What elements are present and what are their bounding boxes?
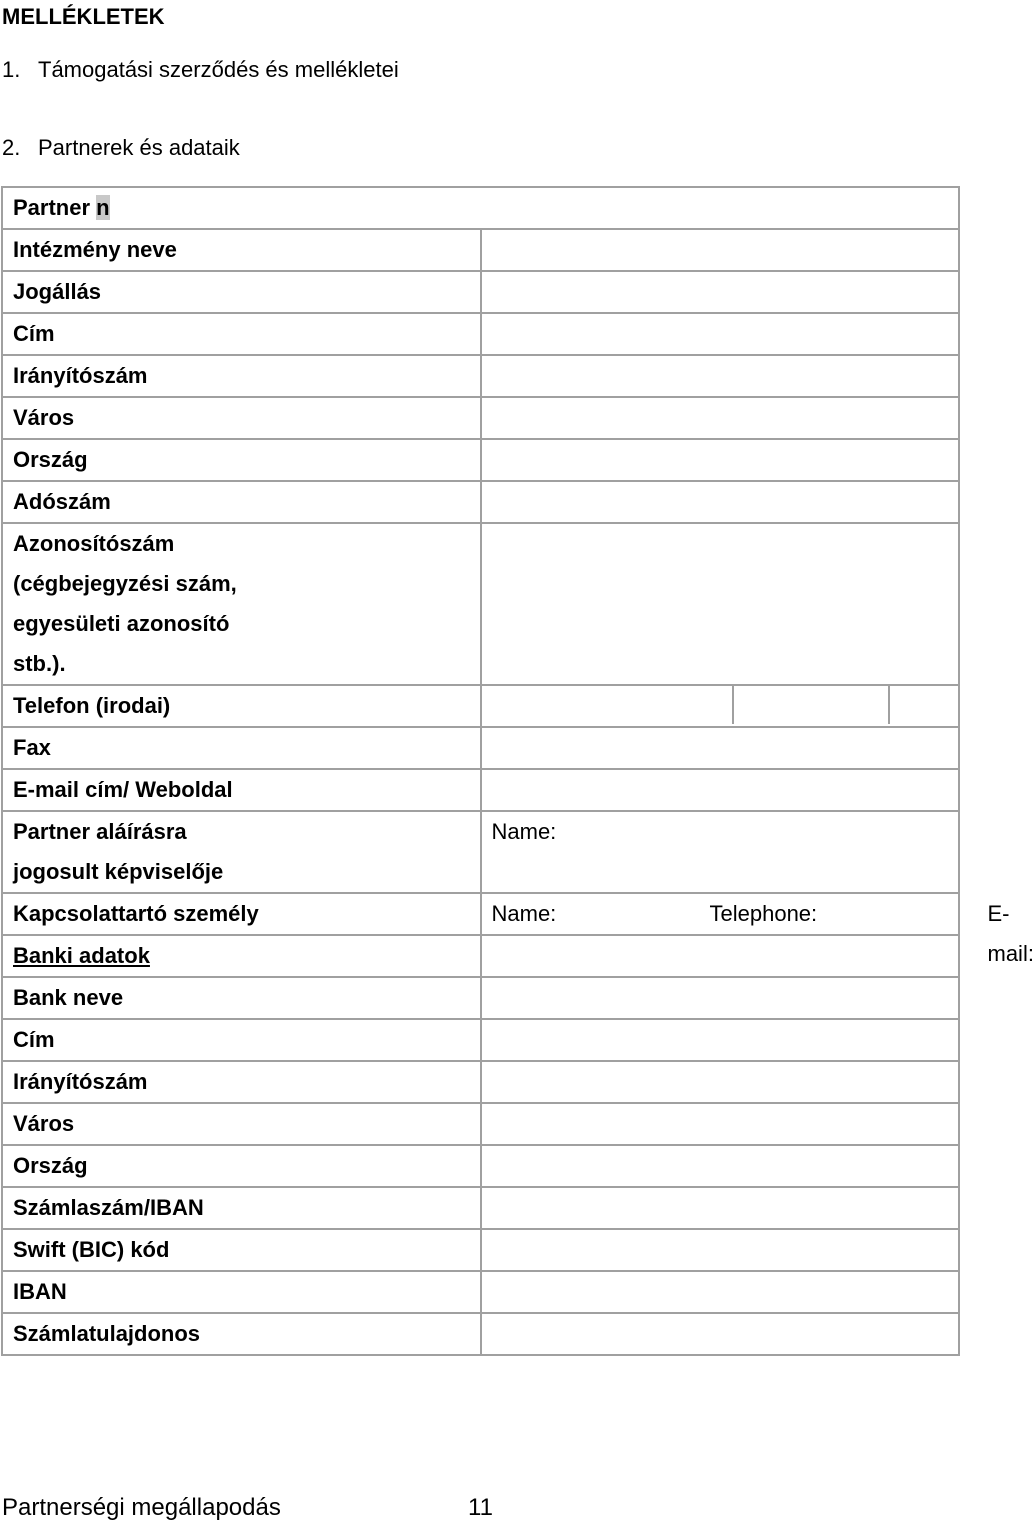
table-row bbox=[2, 397, 959, 439]
table-row bbox=[2, 935, 959, 977]
field-value-cell[interactable] bbox=[481, 977, 960, 1019]
field-value-cell[interactable] bbox=[481, 1019, 960, 1061]
list-item-2 bbox=[2, 135, 240, 161]
field-value-cell[interactable] bbox=[481, 811, 960, 893]
table-row bbox=[2, 355, 959, 397]
page-footer bbox=[2, 1494, 493, 1522]
field-label: Kapcsolattartó személy bbox=[2, 893, 481, 935]
field-label: Számlaszám/IBAN bbox=[2, 1187, 481, 1229]
field-label bbox=[2, 811, 481, 893]
field-value-cell[interactable] bbox=[481, 1229, 960, 1271]
field-value-cell[interactable] bbox=[481, 1061, 960, 1103]
partner-title-label: Partner bbox=[13, 195, 97, 220]
table-row bbox=[2, 1187, 959, 1229]
field-label: Irányítószám bbox=[2, 355, 481, 397]
table-row bbox=[2, 1229, 959, 1271]
field-value-cell[interactable] bbox=[481, 229, 960, 271]
table-row bbox=[2, 977, 959, 1019]
field-label: Város bbox=[2, 397, 481, 439]
list-number: 2. bbox=[2, 135, 21, 160]
field-label: Fax bbox=[2, 727, 481, 769]
table-row bbox=[2, 1145, 959, 1187]
page-heading: MELLÉKLETEK bbox=[2, 4, 165, 29]
table-row bbox=[2, 1313, 959, 1355]
field-value-cell[interactable] bbox=[481, 727, 960, 769]
phone-subcell[interactable] bbox=[890, 686, 959, 724]
table-row bbox=[2, 811, 959, 893]
table-row bbox=[2, 893, 959, 935]
name-label: Name: bbox=[491, 819, 557, 844]
field-value-cell[interactable] bbox=[481, 271, 960, 313]
field-label: IBAN bbox=[2, 1271, 481, 1313]
field-value-cell[interactable] bbox=[481, 769, 960, 811]
field-value-cell[interactable] bbox=[481, 1271, 960, 1313]
field-label: Adószám bbox=[2, 481, 481, 523]
field-label bbox=[2, 523, 481, 685]
table-row bbox=[2, 481, 959, 523]
field-value-cell[interactable] bbox=[481, 1313, 960, 1355]
partner-title-cell bbox=[2, 187, 959, 229]
list-item-1 bbox=[2, 57, 399, 83]
table-row bbox=[2, 229, 959, 271]
contact-name-label: Name: bbox=[491, 901, 557, 926]
section-label-bank: Banki adatok bbox=[2, 935, 481, 977]
field-label: Intézmény neve bbox=[2, 229, 481, 271]
table-row bbox=[2, 313, 959, 355]
contact-telephone-label: Telephone: bbox=[709, 901, 818, 926]
phone-subcell[interactable] bbox=[482, 686, 734, 724]
field-value-cell[interactable] bbox=[481, 481, 960, 523]
list-text: Támogatási szerződés és mellékletei bbox=[38, 57, 399, 82]
label-line: Partner aláírásra bbox=[13, 819, 187, 844]
label-line: jogosult képviselője bbox=[13, 859, 224, 884]
table-row bbox=[2, 187, 959, 229]
table-row bbox=[2, 523, 959, 685]
field-value-cell[interactable] bbox=[481, 1103, 960, 1145]
table-row bbox=[2, 769, 959, 811]
field-label: Város bbox=[2, 1103, 481, 1145]
partner-data-table bbox=[1, 186, 1034, 1356]
field-value-cell[interactable] bbox=[481, 523, 960, 685]
field-value-cell[interactable] bbox=[481, 1187, 960, 1229]
field-label: E-mail cím/ Weboldal bbox=[2, 769, 481, 811]
contact-email-label: E-mail: bbox=[987, 901, 1034, 966]
field-label: Ország bbox=[2, 1145, 481, 1187]
phone-value-cell bbox=[481, 685, 960, 727]
table-row bbox=[2, 727, 959, 769]
list-number: 1. bbox=[2, 57, 21, 82]
label-line: egyesületi azonosító bbox=[13, 611, 230, 636]
table-row bbox=[2, 439, 959, 481]
label-line: stb.). bbox=[13, 651, 66, 676]
table-row bbox=[2, 1019, 959, 1061]
field-value-cell[interactable] bbox=[481, 355, 960, 397]
table-row bbox=[2, 685, 959, 727]
label-line: Azonosítószám bbox=[13, 531, 175, 556]
partner-number-placeholder: n bbox=[96, 195, 110, 220]
field-label: Swift (BIC) kód bbox=[2, 1229, 481, 1271]
phone-subcell[interactable] bbox=[734, 686, 890, 724]
field-label: Ország bbox=[2, 439, 481, 481]
field-value-cell[interactable] bbox=[481, 935, 960, 977]
label-line: (cégbejegyzési szám, bbox=[13, 571, 237, 596]
field-label: Bank neve bbox=[2, 977, 481, 1019]
page-number: 11 bbox=[468, 1494, 493, 1521]
table-row bbox=[2, 1271, 959, 1313]
field-value-cell[interactable] bbox=[481, 1145, 960, 1187]
field-label: Cím bbox=[2, 1019, 481, 1061]
field-label: Irányítószám bbox=[2, 1061, 481, 1103]
field-value-cell[interactable] bbox=[481, 439, 960, 481]
field-label: Cím bbox=[2, 313, 481, 355]
field-value-cell[interactable] bbox=[481, 313, 960, 355]
field-value-cell[interactable] bbox=[481, 397, 960, 439]
footer-title: Partnerségi megállapodás bbox=[2, 1494, 281, 1521]
table-row bbox=[2, 271, 959, 313]
field-label: Telefon (irodai) bbox=[2, 685, 481, 727]
field-label: Jogállás bbox=[2, 271, 481, 313]
contact-value-cell[interactable] bbox=[481, 893, 1034, 966]
list-text: Partnerek és adataik bbox=[38, 135, 240, 160]
table-row bbox=[2, 1061, 959, 1103]
table-row bbox=[2, 1103, 959, 1145]
field-label: Számlatulajdonos bbox=[2, 1313, 481, 1355]
